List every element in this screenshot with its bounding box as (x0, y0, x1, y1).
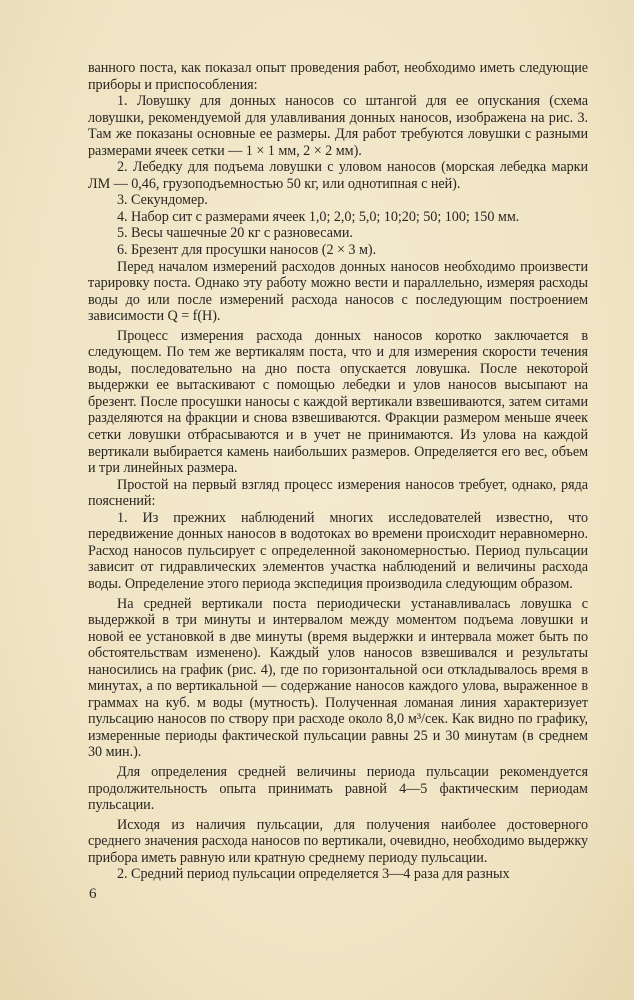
paragraph: ванного поста, как показал опыт проведения работ, необходимо иметь следующие приборы и приспособления: (88, 60, 588, 93)
paragraph: 4. Набор сит с размерами ячеек 1,0; 2,0; 5,0; 10;20; 50; 100; 150 мм. (117, 208, 520, 225)
paragraph: Исходя из наличия пульсации, для получения наиболее достоверного среднего значения расхода наносов по вертикали, очевидно, необходимо выдержку прибора иметь равную или кратную среднему периоду пульсации. (88, 816, 588, 866)
paragraph: 2. Средний период пульсации определяется 3—4 раза для разных (117, 866, 510, 883)
paragraph: 1. Ловушку для донных наносов со штангой для ее опускания (схема ловушки, рекомендуемой для улавливания донных наносов, изображена на рис. 3. Там же показаны основные ее размеры. Для работ требуются ловушки с разными размерами ячеек сетки — 1 × 1 мм, 2 × 2 мм). (88, 93, 588, 159)
paragraph: Процесс измерения расхода донных наносов коротко заключается в следующем. По тем же вертикалям поста, что и для измерения скорости течения воды, последовательно на дно поста опускается ловушка. После некоторой выдержки ее вытаскивают с помощью лебедки и улов наносов высыпают на брезент. После просушки наносы с каждой вертикали взвешиваются, затем ситами разделяются на фракции и снова взвешиваются. Фракции размером меньше ячеек сетки ловушки отбрасываются и в учет не принимаются. Из улова на каждой вертикали выбирается камень наибольших размеров. Определяется его вес, объем и три линейных размера. (88, 327, 588, 477)
paragraph: 6. Брезент для просушки наносов (2 × 3 м). (117, 242, 377, 259)
page-number: 6 (89, 886, 97, 902)
paragraph: Перед началом измерений расходов донных наносов необходимо произвести тарировку поста. Однако эту работу можно вести и параллельно, измеряя расходы воды до или после измерений расхода наносов с последующим построением зависимости Q = f(H). (88, 258, 588, 325)
paragraph: Простой на первый взгляд процесс измерения наносов требует, однако, ряда пояснений: (88, 476, 588, 510)
paragraph: Для определения средней величины периода пульсации рекомендуется продолжительность опыта принимать равной 4—5 фактическим периодам пульсации. (88, 763, 588, 814)
paragraph: На средней вертикали поста периодически устанавливалась ловушка с выдержкой в три минуты и интервалом между моментом подъема ловушки и новой ее установкой в две минуты (время выдержки и интервала может быть по обстоятельствам изменено). Каждый улов наносов взвешивался и результаты наносились на график (рис. 4), где по горизонтальной оси откладывалось время в минутах, а по вертикальной — содержание наносов каждого улова, выраженное в граммах на куб. м воды (мутность). Полученная ломаная линия характеризует пульсацию наносов по створу при расходе около 8,0 м³/сек. Как видно по графику, измеренные периоды фактической пульсации равны 25 и 30 минутам (в среднем 30 мин.). (88, 595, 588, 761)
body-text (88, 60, 588, 883)
paragraph: 2. Лебедку для подъема ловушки с уловом наносов (морская лебедка марки ЛМ — 0,46, грузоподъемностью 50 кг, или однотипная с ней). (88, 159, 588, 192)
paragraph: 1. Из прежних наблюдений многих исследователей известно, что передвижение донных наносов в водотоках во времени происходит неравномерно. Расход наносов пульсирует с определенной закономерностью. Период пульсации зависит от гидравлических элементов участка наблюдений и величины расхода воды. Определение этого периода экспедиция производила следующим образом. (88, 509, 588, 592)
paragraph: 5. Весы чашечные 20 кг с разновесами. (117, 225, 353, 242)
paragraph: 3. Секундомер. (117, 192, 208, 209)
